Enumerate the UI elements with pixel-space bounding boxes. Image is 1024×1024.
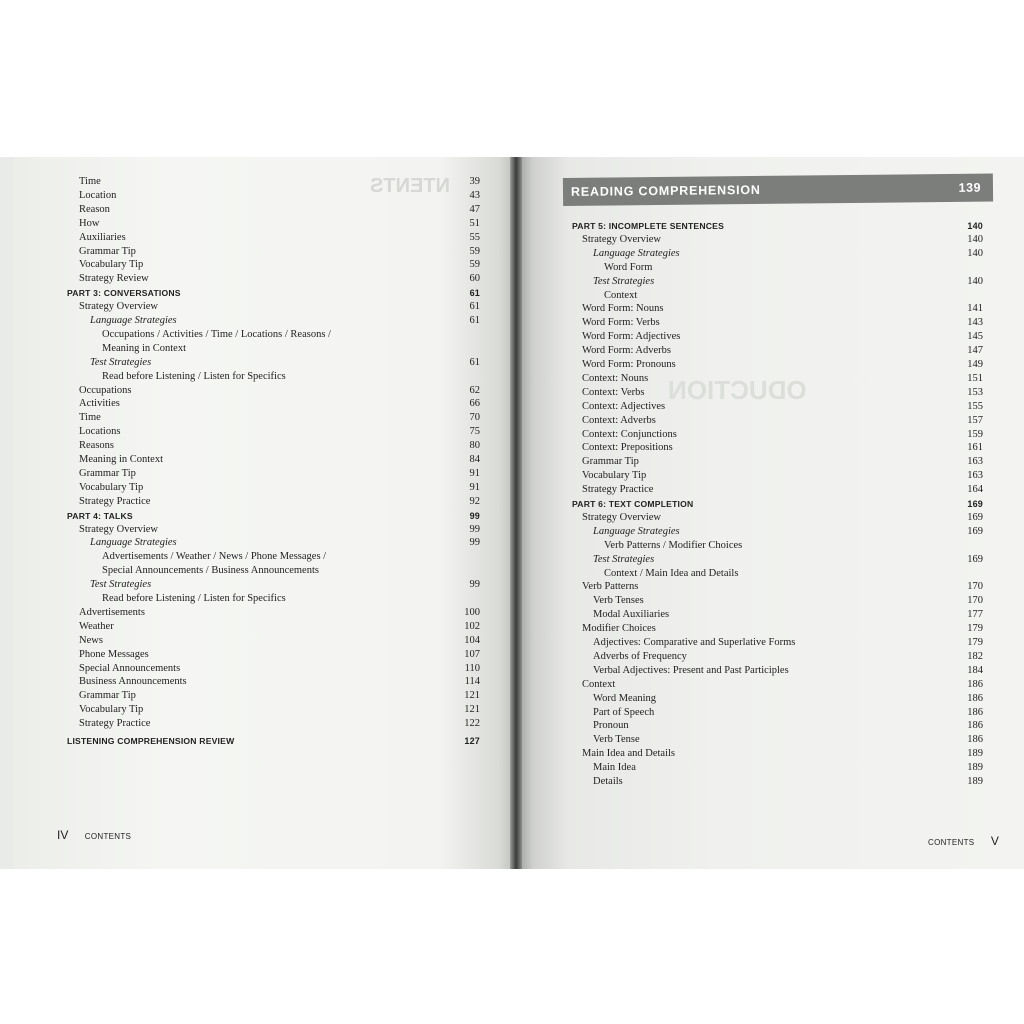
toc-entry-title: Reason: [79, 203, 110, 215]
toc-entry-page: 91: [469, 467, 480, 479]
toc-entry-title: Strategy Overview: [79, 301, 159, 313]
toc-entry: [79, 217, 480, 231]
toc-entry-page: 99: [469, 523, 480, 535]
toc-entry: [582, 622, 983, 636]
toc-entry-page: 169: [967, 511, 983, 523]
toc-entry-title: Read before Listening / Listen for Specifics: [102, 593, 286, 604]
toc-entry-title: Word Form: Verbs: [582, 317, 660, 329]
toc-entry-title: Test Strategies: [593, 275, 655, 287]
toc-entry-page: 179: [967, 623, 983, 635]
toc-entry: [593, 650, 983, 664]
toc-entry: [582, 316, 983, 330]
toc-entry: [102, 592, 480, 606]
toc-entry: [593, 664, 983, 678]
toc-entry: [604, 289, 983, 303]
toc-entry-title: Context: Prepositions: [582, 442, 673, 454]
toc-entry-page: 159: [967, 428, 983, 440]
toc-entry-page: 147: [967, 345, 983, 357]
toc-entry-page: 107: [464, 648, 480, 660]
toc-entry: [79, 439, 480, 453]
toc-entry-title: Strategy Overview: [582, 511, 662, 523]
toc-entry-title: Context: [582, 678, 616, 690]
toc-entry: [102, 342, 480, 356]
banner-title: READING COMPREHENSION: [570, 182, 761, 199]
bleed-through-heading-right: ODUCTION: [668, 375, 807, 405]
toc-entry: [79, 453, 480, 467]
toc-entry-page: 99: [469, 579, 480, 591]
toc-entry-title: Read before Listening / Listen for Specifics: [102, 370, 286, 382]
toc-entry-title: Strategy Review: [79, 273, 149, 285]
toc-entry: [102, 550, 480, 564]
toc-entry: [102, 328, 480, 342]
toc-entry: [582, 344, 983, 358]
toc-part-heading: [572, 497, 983, 511]
toc-entry-page: 59: [469, 259, 480, 271]
toc-entry: [604, 539, 983, 553]
toc-entry: [79, 662, 480, 676]
toc-entry: [79, 203, 480, 217]
toc-entry-title: Locations: [79, 426, 121, 438]
toc-entry-title: Grammar Tip: [79, 245, 136, 257]
toc-entry-title: Special Announcements / Business Announcements: [102, 565, 319, 577]
toc-entry: [79, 523, 480, 537]
toc-entry: [79, 272, 480, 286]
toc-entry-page: 55: [469, 231, 480, 243]
toc-entry-title: Part of Speech: [593, 706, 655, 718]
bleed-through-heading-left: NTENTS: [370, 175, 450, 197]
toc-entry: [582, 511, 983, 525]
toc-entry: [79, 689, 480, 703]
toc-entry: [593, 525, 983, 539]
toc-entry: [79, 300, 480, 314]
banner-page-number: 139: [958, 180, 982, 195]
toc-entry: [582, 302, 983, 316]
book-spread: [0, 157, 1024, 869]
toc-entry-page: 141: [967, 303, 983, 315]
toc-entry: [582, 233, 983, 247]
toc-entry: [79, 717, 480, 731]
toc-entry-page: 84: [469, 454, 480, 465]
toc-entry: [582, 469, 983, 483]
toc-entry-page: 121: [464, 704, 480, 716]
toc-entry: [593, 594, 983, 608]
toc-part-heading: [67, 509, 480, 523]
toc-entry-title: Word Form: Nouns: [582, 303, 664, 315]
left-footer: [57, 826, 131, 844]
toc-entry-page: 140: [967, 233, 983, 245]
toc-entry-title: Context: Adjectives: [582, 400, 666, 412]
toc-entry-page: 99: [469, 537, 480, 549]
toc-part-heading: [67, 734, 480, 748]
toc-entry-page: 186: [967, 692, 983, 704]
toc-entry-page: 179: [967, 637, 983, 648]
toc-entry-title: Vocabulary Tip: [582, 470, 647, 482]
toc-entry-title: Occupations: [79, 384, 132, 396]
toc-entry-title: Activities: [79, 398, 120, 410]
toc-entry-page: 61: [469, 356, 480, 368]
toc-entry: [593, 761, 983, 775]
toc-entry: [79, 675, 480, 689]
toc-entry-title: Verb Tense: [593, 734, 640, 746]
toc-entry-title: Verbal Adjectives: Present and Past Participles: [593, 664, 789, 676]
toc-entry: [593, 733, 983, 747]
toc-entry-page: 143: [967, 317, 983, 329]
toc-entry: [90, 314, 480, 328]
toc-entry-page: 140: [967, 221, 983, 231]
left-page-number: IV: [57, 828, 69, 842]
toc-entry: [79, 175, 480, 189]
toc-entry: [79, 620, 480, 634]
right-footer: [928, 832, 999, 850]
toc-entry-page: 70: [469, 412, 480, 424]
toc-entry-title: Main Idea and Details: [582, 748, 676, 760]
toc-entry-title: Weather: [79, 620, 114, 632]
toc-entry-page: 140: [967, 247, 983, 259]
toc-entry-page: 100: [464, 606, 480, 618]
toc-entry: [79, 258, 480, 272]
toc-entry-page: 110: [464, 662, 480, 674]
toc-entry-page: 75: [469, 426, 480, 438]
toc-entry: [593, 608, 983, 622]
toc-entry-page: 140: [967, 275, 983, 287]
toc-entry: [593, 719, 983, 733]
toc-entry: [593, 247, 983, 261]
toc-entry: [582, 747, 983, 761]
toc-entry: [102, 564, 480, 578]
toc-entry: [582, 428, 983, 442]
toc-entry: [593, 636, 983, 650]
toc-entry-page: 121: [464, 690, 480, 702]
toc-entry: [593, 553, 983, 567]
toc-entry: [604, 567, 983, 581]
toc-entry-title: Context: Verbs: [582, 386, 645, 398]
toc-entry: [582, 358, 983, 372]
toc-entry-page: 47: [469, 203, 480, 215]
toc-entry-title: Language Strategies: [90, 537, 177, 549]
toc-entry-page: 43: [469, 189, 480, 201]
toc-entry-page: 114: [464, 676, 480, 688]
toc-entry-page: 155: [967, 400, 983, 412]
toc-entry-title: Context: Adverbs: [582, 414, 656, 426]
toc-entry-page: 66: [469, 398, 480, 410]
toc-entry: [79, 606, 480, 620]
toc-entry-title: Occupations / Activities / Time / Locations / Reasons /: [102, 328, 331, 340]
toc-entry-title: Context: Conjunctions: [582, 428, 677, 440]
toc-entry-title: Word Form: [604, 261, 653, 273]
toc-entry-page: 127: [464, 736, 480, 746]
toc-entry-title: Language Strategies: [593, 525, 680, 537]
toc-entry: [593, 775, 983, 789]
toc-entry-title: Language Strategies: [593, 247, 680, 259]
toc-entry: [582, 580, 983, 594]
toc-entry: [593, 692, 983, 706]
toc-entry: [582, 414, 983, 428]
toc-entry: [604, 261, 983, 275]
toc-entry-page: 61: [469, 301, 480, 313]
toc-entry-title: Modifier Choices: [582, 623, 656, 635]
toc-entry-title: Advertisements: [79, 606, 145, 618]
book-gutter: [510, 157, 522, 869]
toc-entry-title: Strategy Practice: [79, 718, 151, 730]
toc-entry-page: 62: [469, 384, 480, 396]
toc-entry: [90, 536, 480, 550]
toc-entry: [582, 483, 983, 497]
toc-entry-page: 182: [967, 650, 983, 662]
toc-entry-page: 80: [469, 440, 480, 452]
toc-entry-title: LISTENING COMPREHENSION REVIEW: [67, 736, 235, 746]
toc-entry-page: 92: [469, 495, 480, 507]
section-banner: [563, 173, 993, 206]
toc-entry-page: 149: [967, 359, 983, 370]
toc-entry-title: Details: [593, 776, 623, 787]
toc-entry-title: How: [79, 217, 100, 229]
toc-entry-title: PART 6: TEXT COMPLETION: [572, 499, 694, 509]
toc-entry-title: Strategy Overview: [79, 523, 159, 535]
toc-entry-page: 157: [967, 414, 983, 426]
toc-entry-title: Strategy Practice: [79, 495, 151, 507]
toc-entry-title: News: [79, 634, 103, 646]
toc-entry-page: 186: [967, 734, 983, 746]
left-page: [14, 157, 514, 869]
toc-entry-title: Verb Patterns / Modifier Choices: [604, 539, 743, 551]
toc-entry-page: 177: [967, 609, 983, 621]
toc-entry-title: Adjectives: Comparative and Superlative Forms: [593, 637, 796, 648]
toc-entry: [582, 441, 983, 455]
toc-entry-title: Special Announcements: [79, 662, 181, 674]
toc-entry-page: 104: [464, 634, 480, 646]
toc-entry-title: Reasons: [79, 440, 114, 452]
toc-entry-title: Meaning in Context: [102, 342, 186, 354]
toc-entry-page: 163: [967, 470, 983, 482]
toc-entry: [582, 372, 983, 386]
toc-entry: [102, 370, 480, 384]
toc-entry: [79, 384, 480, 398]
toc-entry-page: 61: [469, 315, 480, 326]
toc-entry-page: 61: [469, 288, 480, 299]
toc-entry-title: Test Strategies: [90, 579, 152, 591]
toc-entry-page: 163: [967, 456, 983, 468]
toc-entry-page: 186: [967, 678, 983, 690]
toc-entry-page: 122: [464, 718, 480, 730]
toc-entry: [593, 706, 983, 720]
toc-entry: [90, 578, 480, 592]
toc-entry: [79, 245, 480, 259]
toc-entry-title: Time: [79, 412, 101, 424]
toc-entry-page: 169: [967, 553, 983, 565]
toc-entry: [90, 356, 480, 370]
toc-entry-title: Meaning in Context: [79, 454, 163, 465]
toc-entry: [79, 231, 480, 245]
toc-entry: [79, 703, 480, 717]
toc-entry-title: Language Strategies: [90, 315, 177, 326]
toc-entry-page: 186: [967, 706, 983, 718]
right-page-number: V: [990, 834, 999, 848]
toc-entry-page: 184: [967, 664, 983, 676]
toc-entry-title: Verb Patterns: [582, 581, 639, 593]
toc-entry-page: 169: [967, 499, 983, 509]
toc-entry-page: 102: [464, 620, 480, 632]
toc-entry: [582, 330, 983, 344]
toc-entry-title: Vocabulary Tip: [79, 481, 144, 493]
toc-entry: [79, 189, 480, 203]
toc-entry: [79, 648, 480, 662]
right-page: [518, 157, 1024, 869]
toc-entry-title: Grammar Tip: [79, 467, 136, 479]
toc-entry-title: PART 5: INCOMPLETE SENTENCES: [572, 221, 725, 231]
toc-entry-title: Vocabulary Tip: [79, 259, 144, 271]
toc-entry-title: Strategy Overview: [582, 233, 662, 245]
toc-entry-title: Main Idea: [593, 762, 636, 774]
toc-entry-page: 99: [469, 510, 480, 521]
toc-entry-title: Word Form: Adverbs: [582, 345, 671, 357]
toc-entry-title: Adverbs of Frequency: [593, 650, 687, 662]
toc-entry: [79, 495, 480, 509]
toc-entry-title: Test Strategies: [90, 356, 152, 368]
toc-entry-page: 170: [967, 581, 983, 593]
toc-entry-page: 39: [469, 176, 480, 187]
toc-part-heading: [572, 219, 983, 233]
toc-entry-title: Grammar Tip: [582, 456, 639, 468]
left-footer-label: CONTENTS: [84, 832, 132, 841]
toc-entry: [79, 397, 480, 411]
toc-entry: [582, 678, 983, 692]
toc-part-heading: [67, 286, 480, 300]
toc-entry-title: Auxiliaries: [79, 231, 126, 243]
toc-entry-page: 189: [967, 776, 983, 787]
toc-entry-title: Test Strategies: [593, 553, 655, 565]
toc-entry: [79, 481, 480, 495]
toc-entry: [79, 467, 480, 481]
toc-entry-page: 60: [469, 273, 480, 285]
toc-entry-title: PART 4: TALKS: [67, 510, 133, 521]
toc-entry-title: Business Announcements: [79, 676, 187, 688]
toc-entry: [79, 634, 480, 648]
toc-entry-title: Location: [79, 189, 117, 201]
toc-entry-page: 153: [967, 386, 983, 398]
toc-entry-title: Verb Tenses: [593, 595, 644, 607]
toc-entry-page: 169: [967, 525, 983, 537]
toc-entry-page: 189: [967, 748, 983, 760]
toc-entry-title: Strategy Practice: [582, 484, 654, 496]
toc-entry-page: 164: [967, 484, 983, 496]
toc-entry: [79, 425, 480, 439]
toc-entry-page: 161: [967, 442, 983, 454]
toc-entry-page: 51: [469, 217, 480, 229]
toc-entry-title: Context: Nouns: [582, 372, 649, 384]
toc-entry-title: Context / Main Idea and Details: [604, 567, 739, 579]
toc-entry: [582, 400, 983, 414]
toc-entry-title: Phone Messages: [79, 648, 149, 660]
right-footer-label: CONTENTS: [928, 838, 975, 847]
toc-entry-page: 170: [967, 595, 983, 607]
toc-entry-title: Word Form: Pronouns: [582, 359, 676, 370]
toc-entry: [582, 455, 983, 469]
toc-entry-page: 145: [967, 331, 983, 343]
toc-entry-title: Word Meaning: [593, 692, 657, 704]
toc-entry-title: PART 3: CONVERSATIONS: [67, 288, 181, 299]
toc-entry-page: 186: [967, 720, 983, 732]
toc-entry-page: 151: [967, 372, 983, 384]
toc-entry-page: 189: [967, 762, 983, 774]
toc-entry-title: Vocabulary Tip: [79, 704, 144, 716]
toc-entry-page: 59: [469, 245, 480, 257]
toc-entry-page: 91: [469, 481, 480, 493]
toc-entry-title: Grammar Tip: [79, 690, 136, 702]
toc-entry-title: Time: [79, 176, 101, 187]
toc-entry-title: Advertisements / Weather / News / Phone Messages /: [102, 551, 327, 563]
toc-entry-title: Context: [604, 289, 638, 301]
toc-entry: [582, 386, 983, 400]
toc-entry-title: Word Form: Adjectives: [582, 331, 681, 343]
toc-entry: [79, 411, 480, 425]
toc-entry: [593, 275, 983, 289]
toc-entry-title: Modal Auxiliaries: [593, 609, 670, 621]
toc-entry-title: Pronoun: [593, 720, 629, 732]
